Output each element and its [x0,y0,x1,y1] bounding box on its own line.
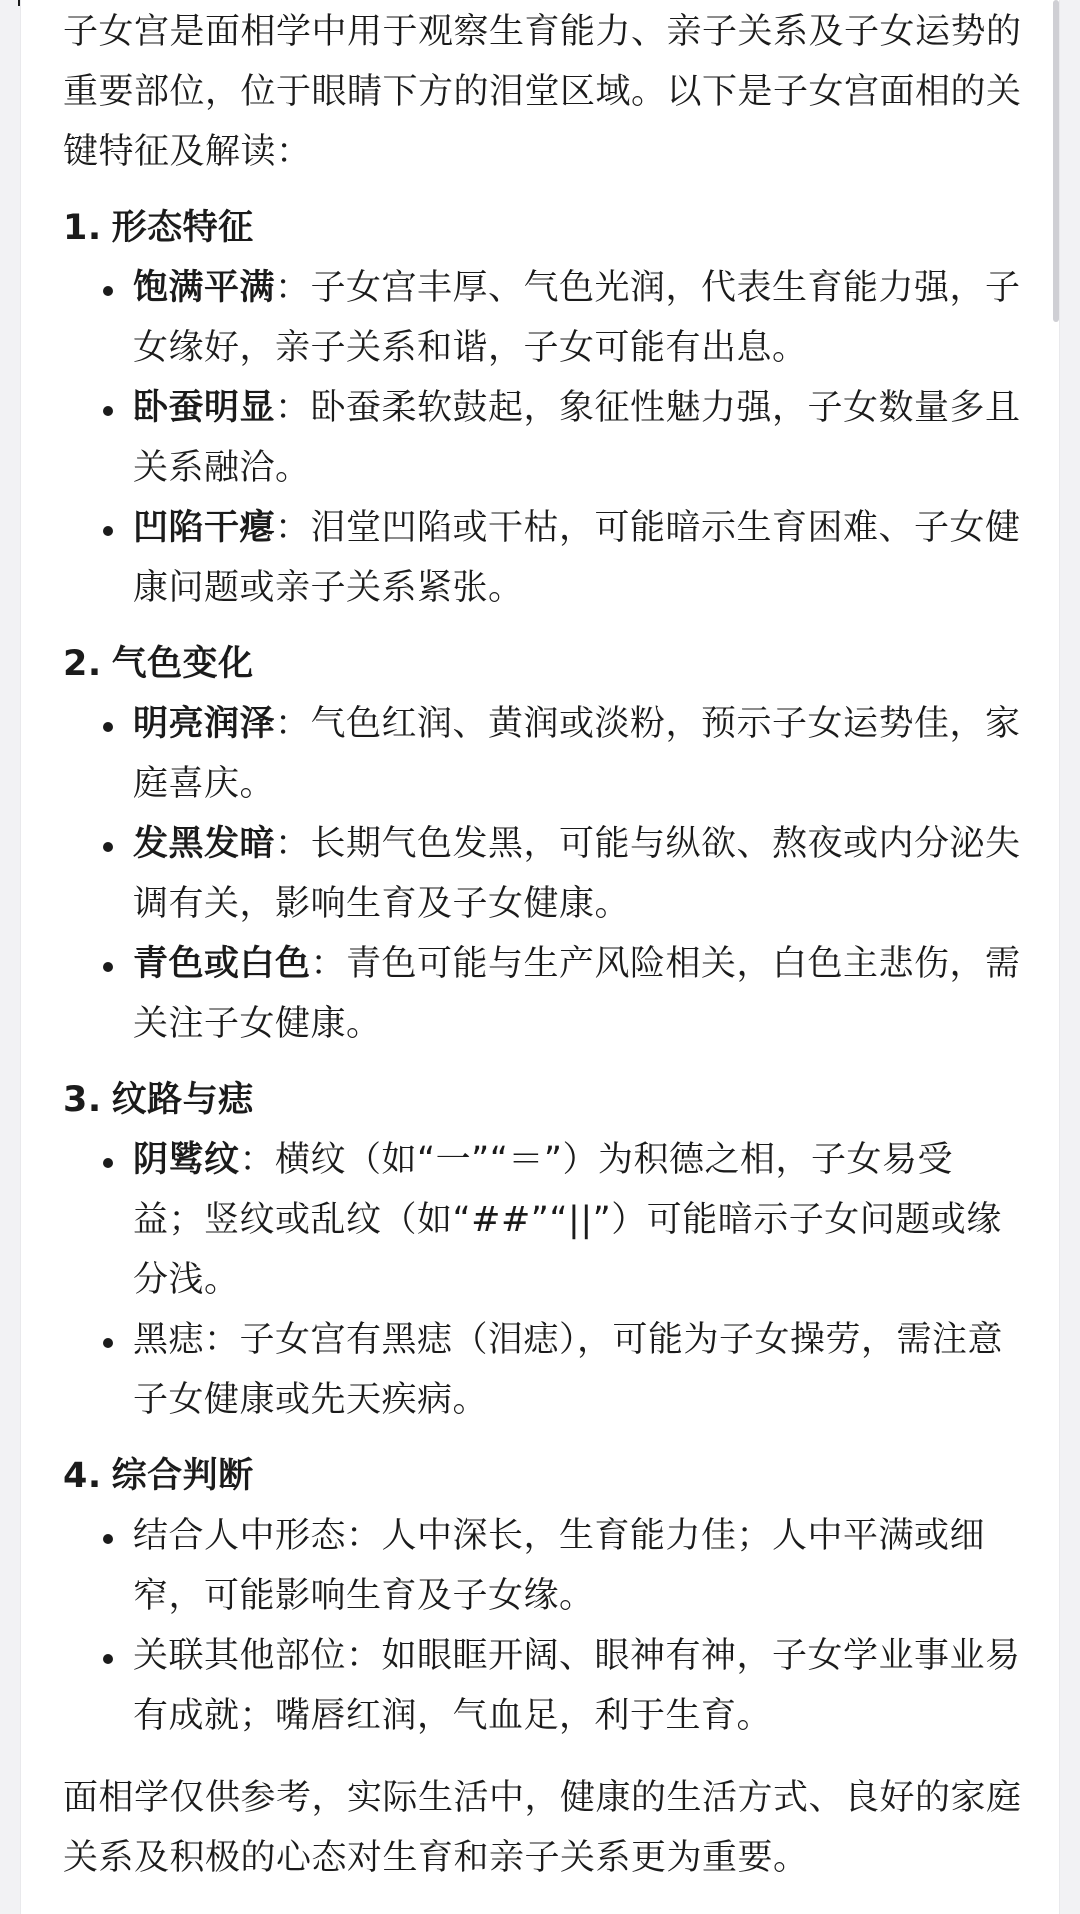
section-number: 1. [63,208,102,248]
bullet-dot-icon [103,1338,113,1348]
item-text: ：泪堂凹陷或干枯，可能暗示生育困难、子女健康问题或亲子关系紧张。 [133,508,1021,608]
item-term: 明亮润泽 [133,704,276,744]
item-text: ：卧蚕柔软鼓起，象征性魅力强，子女数量多且关系融洽。 [133,388,1021,488]
message-content [63,0,1023,1914]
item-text: ：子女宫丰厚、气色光润，代表生育能力强，子女缘好，亲子关系和谐，子女可能有出息。 [133,268,1021,368]
bullet-list [63,258,1023,618]
item-text: ：人中深长，生育能力佳；人中平满或细窄，可能影响生育及子女缘。 [133,1516,986,1616]
item-text: ：子女宫有黑痣（泪痣），可能为子女操劳，需注意子女健康或先天疾病。 [133,1320,1004,1420]
list-item [63,1130,1023,1310]
item-term: 发黑发暗 [133,824,276,864]
list-item [63,378,1023,498]
bullet-dot-icon [103,1158,113,1168]
item-term: 饱满平满 [133,268,276,308]
item-term: 黑痣 [133,1320,205,1360]
section-title-text: 气色变化 [111,644,254,684]
bullet-dot-icon [103,842,113,852]
section-shape [63,198,1023,618]
item-term: 凹陷干瘪 [133,508,276,548]
scrollbar[interactable] [1053,0,1059,322]
item-text: ：如眼眶开阔、眼神有神，子女学业事业易有成就；嘴唇红润，气血足，利于生育。 [133,1636,1021,1736]
item-text: ：青色可能与生产风险相关，白色主悲伤，需关注子女健康。 [133,944,1021,1044]
conclusion-paragraph: 面相学仅供参考，实际生活中，健康的生活方式、良好的家庭关系及积极的心态对生育和亲子关系更为重要。 [63,1778,1022,1878]
section-title-text: 形态特征 [111,208,254,248]
item-term: 关联其他部位 [133,1636,347,1676]
section-title-text: 综合判断 [111,1456,254,1496]
bullet-dot-icon [103,722,113,732]
bullet-dot-icon [103,1654,113,1664]
bullet-dot-icon [103,406,113,416]
section-lines-moles [63,1070,1023,1430]
list-item [63,1626,1023,1746]
list-item [63,1506,1023,1626]
section-title [63,1070,1023,1130]
item-text: ：气色红润、黄润或淡粉，预示子女运势佳，家庭喜庆。 [133,704,1021,804]
section-number: 2. [63,644,102,684]
bullet-dot-icon [103,526,113,536]
bullet-list [63,1130,1023,1430]
section-number: 4. [63,1456,102,1496]
item-term: 青色或白色 [133,944,311,984]
message-panel [20,0,1060,1914]
item-term: 阴骘纹 [133,1140,240,1180]
bullet-dot-icon [103,286,113,296]
list-item [63,934,1023,1054]
item-term: 卧蚕明显 [133,388,276,428]
section-title-text: 纹路与痣 [111,1080,254,1120]
bullet-list [63,694,1023,1054]
item-text: ：长期气色发黑，可能与纵欲、熬夜或内分泌失调有关，影响生育及子女健康。 [133,824,1021,924]
section-complexion [63,634,1023,1054]
section-overall [63,1446,1023,1746]
intro-paragraph: 子女宫是面相学中用于观察生育能力、亲子关系及子女运势的重要部位，位于眼睛下方的泪堂区域。以下是子女宫面相的关键特征及解读： [63,12,1022,172]
list-item [63,258,1023,378]
list-item [63,1310,1023,1430]
item-term: 结合人中形态 [133,1516,347,1556]
list-item [63,814,1023,934]
section-number: 3. [63,1080,102,1120]
section-title [63,198,1023,258]
bullet-dot-icon [103,1534,113,1544]
item-text: ：横纹（如“一”“＝”）为积德之相，子女易受益；竖纹或乱纹（如“##”“||”）可能暗示子女问题或缘分浅。 [133,1140,1002,1300]
bullet-list [63,1506,1023,1746]
section-title [63,1446,1023,1506]
list-item [63,694,1023,814]
section-title [63,634,1023,694]
bullet-dot-icon [103,962,113,972]
list-item [63,498,1023,618]
